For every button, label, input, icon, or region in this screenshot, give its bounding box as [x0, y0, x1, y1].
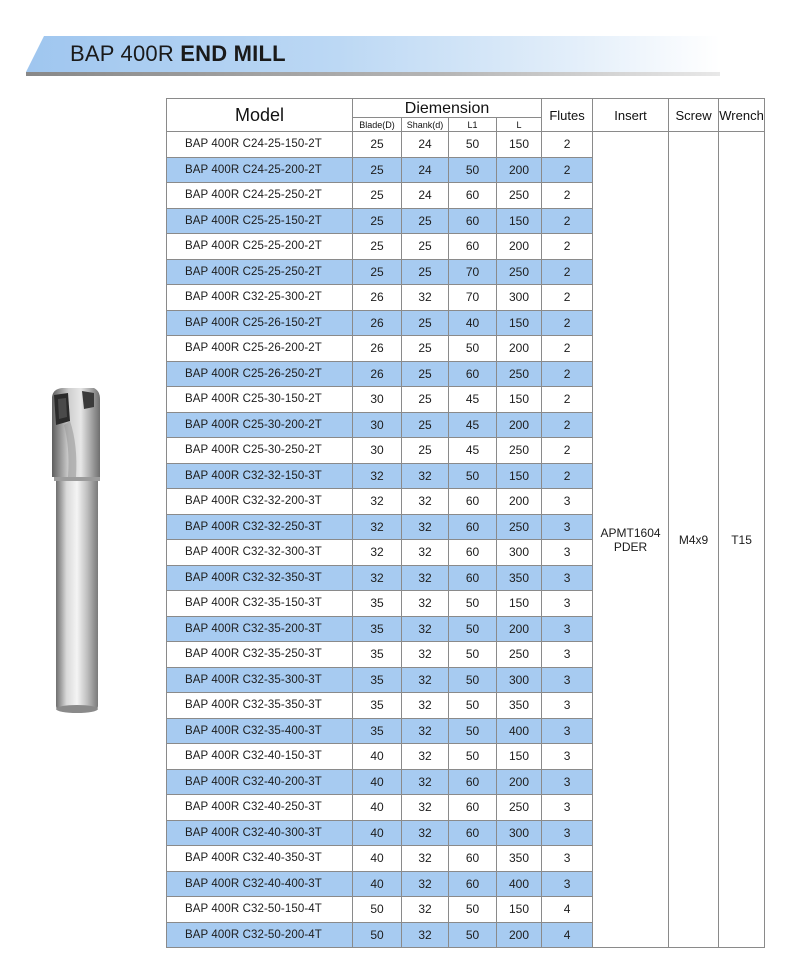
cell-flutes: 2 [542, 285, 593, 311]
cell-shank: 24 [402, 157, 449, 183]
cell-l: 350 [497, 846, 542, 872]
cell-l: 200 [497, 412, 542, 438]
cell-model: BAP 400R C32-35-300-3T [167, 667, 353, 693]
cell-model: BAP 400R C32-35-200-3T [167, 616, 353, 642]
cell-model: BAP 400R C25-26-250-2T [167, 361, 353, 387]
cell-shank: 32 [402, 514, 449, 540]
cell-model: BAP 400R C32-35-350-3T [167, 693, 353, 719]
cell-model: BAP 400R C32-35-250-3T [167, 642, 353, 668]
cell-l1: 50 [449, 132, 497, 158]
cell-l: 200 [497, 157, 542, 183]
cell-l: 150 [497, 310, 542, 336]
title-series: BAP 400R [70, 41, 174, 66]
cell-blade: 40 [353, 820, 402, 846]
cell-shank: 32 [402, 591, 449, 617]
cell-l: 250 [497, 361, 542, 387]
cell-l1: 60 [449, 489, 497, 515]
cell-model: BAP 400R C25-30-150-2T [167, 387, 353, 413]
cell-flutes: 4 [542, 922, 593, 948]
cell-flutes: 2 [542, 336, 593, 362]
cell-screw: M4x9 [669, 132, 719, 948]
cell-model: BAP 400R C32-40-250-3T [167, 795, 353, 821]
cell-blade: 30 [353, 387, 402, 413]
cell-shank: 32 [402, 718, 449, 744]
header-l: L [497, 118, 542, 132]
cell-l1: 40 [449, 310, 497, 336]
cell-shank: 32 [402, 693, 449, 719]
cell-flutes: 2 [542, 438, 593, 464]
cell-flutes: 2 [542, 361, 593, 387]
cell-blade: 30 [353, 412, 402, 438]
cell-l: 150 [497, 744, 542, 770]
cell-blade: 32 [353, 540, 402, 566]
cell-l: 300 [497, 667, 542, 693]
cell-model: BAP 400R C24-25-250-2T [167, 183, 353, 209]
banner-underline [26, 72, 720, 76]
header-flutes: Flutes [542, 99, 593, 132]
cell-blade: 40 [353, 744, 402, 770]
cell-l: 350 [497, 693, 542, 719]
cell-shank: 32 [402, 897, 449, 923]
cell-blade: 35 [353, 667, 402, 693]
cell-flutes: 3 [542, 795, 593, 821]
cell-flutes: 3 [542, 769, 593, 795]
cell-shank: 25 [402, 208, 449, 234]
cell-shank: 32 [402, 769, 449, 795]
cell-shank: 24 [402, 183, 449, 209]
cell-l: 200 [497, 234, 542, 260]
cell-flutes: 3 [542, 540, 593, 566]
cell-shank: 32 [402, 820, 449, 846]
cell-model: BAP 400R C32-40-150-3T [167, 744, 353, 770]
cell-l1: 60 [449, 820, 497, 846]
cell-l: 350 [497, 565, 542, 591]
header-l1: L1 [449, 118, 497, 132]
cell-shank: 25 [402, 310, 449, 336]
cell-model: BAP 400R C32-32-350-3T [167, 565, 353, 591]
cell-flutes: 4 [542, 897, 593, 923]
cell-l1: 50 [449, 744, 497, 770]
cell-l: 250 [497, 642, 542, 668]
cell-shank: 32 [402, 489, 449, 515]
cell-insert: APMT1604 PDER [593, 132, 669, 948]
cell-l1: 60 [449, 514, 497, 540]
cell-flutes: 3 [542, 642, 593, 668]
cell-model: BAP 400R C25-25-250-2T [167, 259, 353, 285]
cell-flutes: 3 [542, 591, 593, 617]
cell-model: BAP 400R C24-25-200-2T [167, 157, 353, 183]
cell-model: BAP 400R C32-32-250-3T [167, 514, 353, 540]
cell-model: BAP 400R C32-25-300-2T [167, 285, 353, 311]
cell-shank: 32 [402, 565, 449, 591]
cell-l: 250 [497, 514, 542, 540]
cell-l1: 60 [449, 871, 497, 897]
cell-blade: 25 [353, 208, 402, 234]
cell-model: BAP 400R C32-40-350-3T [167, 846, 353, 872]
header-wrench: Wrench [719, 99, 765, 132]
cell-l1: 45 [449, 438, 497, 464]
cell-shank: 32 [402, 795, 449, 821]
cell-model: BAP 400R C32-32-150-3T [167, 463, 353, 489]
cell-l: 250 [497, 438, 542, 464]
cell-l: 150 [497, 387, 542, 413]
cell-l1: 50 [449, 693, 497, 719]
cell-flutes: 3 [542, 820, 593, 846]
cell-l1: 45 [449, 412, 497, 438]
header-model: Model [167, 99, 353, 132]
cell-flutes: 2 [542, 183, 593, 209]
cell-shank: 32 [402, 922, 449, 948]
cell-flutes: 3 [542, 846, 593, 872]
cell-blade: 40 [353, 795, 402, 821]
header-insert: Insert [593, 99, 669, 132]
cell-blade: 40 [353, 846, 402, 872]
cell-shank: 24 [402, 132, 449, 158]
cell-l1: 50 [449, 718, 497, 744]
cell-l: 150 [497, 463, 542, 489]
cell-l1: 50 [449, 642, 497, 668]
cell-model: BAP 400R C25-25-200-2T [167, 234, 353, 260]
cell-flutes: 2 [542, 132, 593, 158]
cell-l1: 50 [449, 591, 497, 617]
cell-l1: 60 [449, 846, 497, 872]
cell-blade: 35 [353, 616, 402, 642]
cell-l: 200 [497, 769, 542, 795]
cell-shank: 32 [402, 285, 449, 311]
cell-blade: 32 [353, 489, 402, 515]
cell-l: 150 [497, 591, 542, 617]
cell-flutes: 3 [542, 514, 593, 540]
cell-wrench: T15 [719, 132, 765, 948]
cell-blade: 50 [353, 922, 402, 948]
cell-model: BAP 400R C32-40-200-3T [167, 769, 353, 795]
cell-flutes: 3 [542, 744, 593, 770]
cell-l1: 45 [449, 387, 497, 413]
cell-blade: 40 [353, 871, 402, 897]
cell-l: 200 [497, 489, 542, 515]
cell-l: 300 [497, 285, 542, 311]
cell-model: BAP 400R C32-32-300-3T [167, 540, 353, 566]
cell-blade: 25 [353, 259, 402, 285]
cell-blade: 32 [353, 565, 402, 591]
cell-l1: 60 [449, 183, 497, 209]
title-banner [26, 36, 720, 76]
cell-l1: 60 [449, 769, 497, 795]
cell-flutes: 3 [542, 693, 593, 719]
cell-l1: 50 [449, 157, 497, 183]
cell-l: 300 [497, 540, 542, 566]
cell-l1: 50 [449, 667, 497, 693]
cell-l1: 60 [449, 540, 497, 566]
header-dimension: Diemension [353, 99, 542, 118]
cell-blade: 32 [353, 514, 402, 540]
cell-l1: 60 [449, 234, 497, 260]
cell-model: BAP 400R C25-25-150-2T [167, 208, 353, 234]
end-mill-image [38, 385, 108, 715]
cell-model: BAP 400R C25-30-200-2T [167, 412, 353, 438]
cell-model: BAP 400R C32-50-200-4T [167, 922, 353, 948]
cell-l: 300 [497, 820, 542, 846]
spec-table-body [167, 132, 765, 948]
cell-model: BAP 400R C25-26-150-2T [167, 310, 353, 336]
cell-model: BAP 400R C24-25-150-2T [167, 132, 353, 158]
table-row [167, 132, 765, 158]
cell-flutes: 3 [542, 616, 593, 642]
cell-blade: 26 [353, 285, 402, 311]
cell-l1: 60 [449, 565, 497, 591]
cell-shank: 32 [402, 744, 449, 770]
cell-blade: 26 [353, 310, 402, 336]
cell-flutes: 2 [542, 259, 593, 285]
cell-flutes: 2 [542, 234, 593, 260]
cell-flutes: 3 [542, 871, 593, 897]
cell-blade: 35 [353, 642, 402, 668]
cell-l: 200 [497, 616, 542, 642]
cell-blade: 25 [353, 234, 402, 260]
cell-l: 150 [497, 208, 542, 234]
cell-l: 150 [497, 132, 542, 158]
cell-shank: 32 [402, 846, 449, 872]
cell-shank: 25 [402, 438, 449, 464]
cell-flutes: 3 [542, 565, 593, 591]
cell-shank: 32 [402, 540, 449, 566]
cell-shank: 25 [402, 259, 449, 285]
cell-shank: 32 [402, 667, 449, 693]
cell-blade: 26 [353, 361, 402, 387]
cell-flutes: 3 [542, 718, 593, 744]
header-screw: Screw [669, 99, 719, 132]
cell-l1: 60 [449, 208, 497, 234]
cell-blade: 35 [353, 718, 402, 744]
cell-model: BAP 400R C25-26-200-2T [167, 336, 353, 362]
page-title [70, 41, 286, 67]
cell-blade: 25 [353, 183, 402, 209]
cell-blade: 32 [353, 463, 402, 489]
cell-model: BAP 400R C32-32-200-3T [167, 489, 353, 515]
cell-flutes: 3 [542, 489, 593, 515]
cell-flutes: 2 [542, 412, 593, 438]
cell-model: BAP 400R C32-50-150-4T [167, 897, 353, 923]
cell-l1: 50 [449, 922, 497, 948]
title-product-name: END MILL [180, 41, 286, 66]
cell-model: BAP 400R C32-40-300-3T [167, 820, 353, 846]
cell-flutes: 2 [542, 387, 593, 413]
cell-flutes: 3 [542, 667, 593, 693]
cell-blade: 50 [353, 897, 402, 923]
cell-l1: 50 [449, 897, 497, 923]
cell-l: 250 [497, 259, 542, 285]
cell-l: 250 [497, 183, 542, 209]
cell-l1: 70 [449, 259, 497, 285]
cell-l1: 60 [449, 361, 497, 387]
cell-flutes: 2 [542, 157, 593, 183]
cell-l1: 50 [449, 336, 497, 362]
cell-blade: 35 [353, 693, 402, 719]
cell-l: 200 [497, 922, 542, 948]
header-shank: Shank(d) [402, 118, 449, 132]
header-blade: Blade(D) [353, 118, 402, 132]
cell-flutes: 2 [542, 208, 593, 234]
cell-shank: 25 [402, 387, 449, 413]
cell-shank: 32 [402, 616, 449, 642]
cell-model: BAP 400R C25-30-250-2T [167, 438, 353, 464]
cell-blade: 25 [353, 132, 402, 158]
cell-shank: 25 [402, 361, 449, 387]
cell-l: 250 [497, 795, 542, 821]
cell-shank: 25 [402, 234, 449, 260]
spec-table [166, 98, 765, 948]
cell-model: BAP 400R C32-35-400-3T [167, 718, 353, 744]
cell-l1: 50 [449, 463, 497, 489]
cell-l1: 50 [449, 616, 497, 642]
cell-model: BAP 400R C32-40-400-3T [167, 871, 353, 897]
cell-blade: 35 [353, 591, 402, 617]
cell-l: 400 [497, 871, 542, 897]
cell-flutes: 2 [542, 310, 593, 336]
cell-blade: 30 [353, 438, 402, 464]
cell-shank: 25 [402, 336, 449, 362]
cell-l: 200 [497, 336, 542, 362]
cell-blade: 26 [353, 336, 402, 362]
cell-shank: 32 [402, 871, 449, 897]
cell-l1: 60 [449, 795, 497, 821]
cell-model: BAP 400R C32-35-150-3T [167, 591, 353, 617]
cell-l: 400 [497, 718, 542, 744]
cell-blade: 40 [353, 769, 402, 795]
cell-l: 150 [497, 897, 542, 923]
cell-shank: 25 [402, 412, 449, 438]
cell-flutes: 2 [542, 463, 593, 489]
cell-shank: 32 [402, 463, 449, 489]
cell-shank: 32 [402, 642, 449, 668]
cell-l1: 70 [449, 285, 497, 311]
cell-blade: 25 [353, 157, 402, 183]
